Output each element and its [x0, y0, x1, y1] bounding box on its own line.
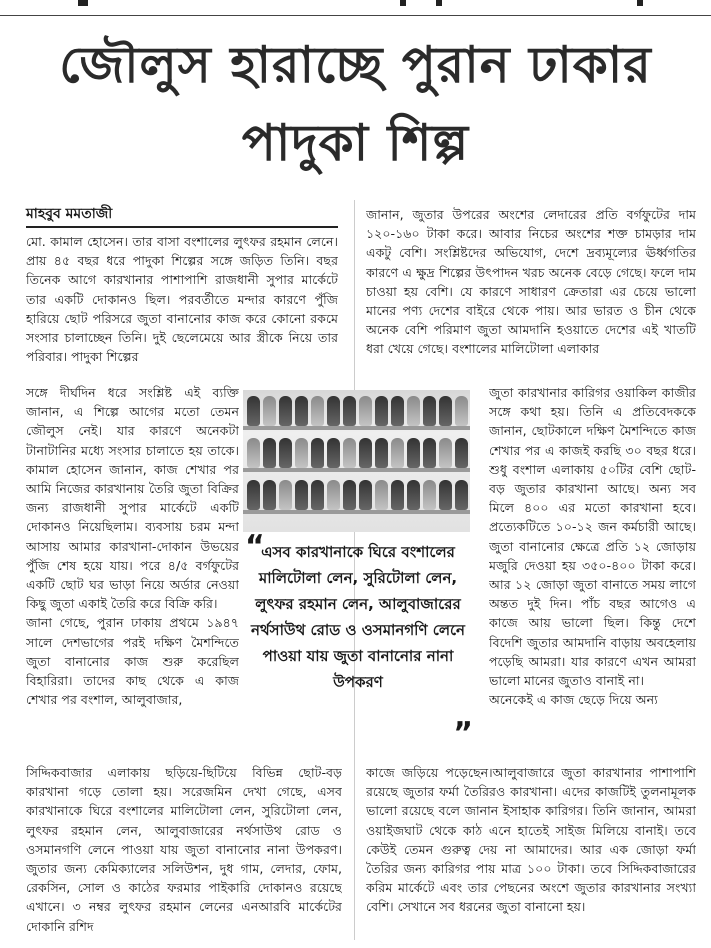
article-headline: [0, 26, 711, 182]
shoe: [439, 438, 452, 468]
shoe: [263, 480, 276, 510]
shoe: [391, 396, 404, 426]
shoe: [311, 396, 324, 426]
shoe: [359, 438, 372, 468]
shoe: [407, 480, 420, 510]
shoe: [295, 396, 308, 426]
pull-quote-text: এসব কারখানাকে ঘিরে বংশালের মালিটোলা লেন, সুরিটোলা লেন, লুৎফর রহমান লেন, আলুবাজারের নর্থসাউথ রোড ও ওসমানগণি লেনে পাওয়া যায় জুতা বানানোর নানা উপকরণ: [251, 543, 465, 691]
shoe: [455, 396, 468, 426]
byline-underline: [26, 226, 338, 228]
shoe: [295, 438, 308, 468]
shelf: [243, 468, 470, 472]
shoe: [391, 480, 404, 510]
top-border-strip: [0, 0, 711, 16]
shoe: [407, 438, 420, 468]
shoe: [327, 396, 340, 426]
shoe: [343, 480, 356, 510]
paragraph: জানা গেছে, পুরান ঢাকায় প্রথমে ১৯৪৭ সালে দেশভাগের পরই দক্ষিণ মৈশন্দিতে জুতা বানানোর কাজ শুরু করেছিল বিহারিরা। তাদের কাছ থেকে এ কাজ শেখার পর বংশাল, আলুবাজার,: [26, 615, 239, 708]
shoe: [343, 396, 356, 426]
shoe: [423, 480, 436, 510]
shoe: [423, 438, 436, 468]
paragraph: মো. কামাল হোসেন। তার বাসা বংশালের লুৎফর রহমান লেনে। প্রায় ৪৫ বছর ধরে পাদুকা শিল্পের সঙ্গে জড়িত তিনি। বছর তিনেক আগে কারখানার পাশাপাশি রাজধানী সুপার মার্কেটে তার একটি দোকানও ছিল। পরবর্তীতে মন্দার কারণে পুঁজি হারিয়ে ছোট পরিসরে জুতা বানানোর কাজ করে কোনো রকমে সংসার চালাচ্ছেন তিনি। দুই ছেলেমেয়ে আর স্ত্রীকে নিয়ে তার পরিবার। পাদুকা শিল্পের: [26, 234, 338, 365]
paragraph: সিদ্দিকবাজার এলাকায় ছড়িয়ে-ছিটিয়ে বিভিন্ন ছোট-বড় কারখানা গড়ে তোলা হয়। সরেজমিন দেখা গেছে, এসব কারখানাকে ঘিরে বংশালের মালিটোলা লেন, সুরিটোলা লেন, লুৎফর রহমান লেন, আলুবাজারের নর্থসাউথ রোড ও ওসমানগণি লেনে পাওয়া যায় জুতা বানানোর নানা উপকরণ। জুতার জন্য কেমিক্যালের সলিউশন, দুধ গাম, লেদার, ফোম, রেকসিন, সোল ও কাঠের ফরমার পাইকারি দোকানও রয়েছে এখানে। ৩ নম্বর লুৎফর রহমান লেনের এনআরবি মার্কেটের দোকানি রশিদ: [26, 765, 342, 934]
shoe: [359, 480, 372, 510]
shoe: [407, 396, 420, 426]
shoe: [263, 396, 276, 426]
masthead-fragment: [400, 0, 406, 6]
article-column-left-bottom: [26, 763, 342, 939]
shoe: [439, 480, 452, 510]
shoe: [247, 396, 260, 426]
shoe: [391, 438, 404, 468]
masthead-fragment: [436, 0, 442, 6]
shoe: [375, 396, 388, 426]
masthead-fragment: [637, 0, 643, 6]
shelf: [243, 510, 470, 514]
shoe: [311, 438, 324, 468]
article-column-right-middle: [489, 383, 696, 761]
quote-close-mark: ”: [453, 716, 473, 751]
shoe: [327, 480, 340, 510]
shoe: [375, 480, 388, 510]
shoe: [359, 396, 372, 426]
shoe: [455, 480, 468, 510]
paragraph: অনেকেই এ কাজ ছেড়ে দিয়ে অন্য: [489, 692, 658, 708]
shoe: [423, 396, 436, 426]
headline-line-1: জৌলুস হারাচ্ছে পুরান ঢাকার: [59, 36, 652, 94]
headline-line-2: পাদুকা শিল্প: [241, 114, 470, 172]
shoe: [375, 438, 388, 468]
article-column-right-bottom: [366, 763, 696, 939]
shoe: [343, 438, 356, 468]
shoe: [455, 438, 468, 468]
shoe-display-photo: [243, 390, 470, 532]
paragraph: কাজে জড়িয়ে পড়েছেন।আলুবাজারে জুতা কারখানার পাশাপাশি রয়েছে জুতার ফর্মা তৈরিরও কারখানা। এদের কাজটিই তুলনামূলক ভালো রয়েছে বলে জানান ইসাহাক কারিগর। তিনি জানান, আমরা ওয়াইজঘাট থেকে কাঠ এনে হাতেই সাইজ মিলিয়ে বানাই। তবে কেউই তেমন গুরুত্ব দেয় না আমাদের। আর এক জোড়া ফর্মা তৈরির জন্য কারিগর পায় মাত্র ১০০ টাকা। তবে সিদ্দিকবাজারের করিম মার্কেটে এবং তার পেছনের অংশে জুতার কারখানার সংখ্যা বেশি। সেখানে সব ধরনের জুতা বানানো হয়।: [366, 765, 696, 915]
shoe: [263, 438, 276, 468]
shoe: [311, 480, 324, 510]
paragraph: জানান, জুতার উপরের অংশের লেদারের প্রতি বর্গফুটের দাম ১২০-১৬০ টাকা করে। আবার নিচের অংশের শক্ত চামড়ার দাম একটু বেশি। সংশ্লিষ্টদের অভিযোগ, দেশে দ্রব্যমূল্যের ঊর্ধ্বগতির কারণে এ ক্ষুদ্র শিল্পের উৎপাদন খরচ অনেক বেড়ে গেছে। ফলে দাম চাওয়া হয় বেশি। যে কারণে সাধারণ ক্রেতারা এর চেয়ে ভালো মানের পণ্য দেশের বাইরে থেকে পায়। আর ভারত ও চীন থেকে অনেক বেশি পরিমাণ জুতা আমদানি হওয়াতে দেশের এই খাতটি ধরা খেয়ে গেছে। বংশালের মালিটোলা এলাকার: [366, 207, 696, 357]
pull-quote: [243, 529, 473, 751]
article-column-left-top: [26, 232, 338, 382]
shoe: [295, 480, 308, 510]
article-column-left-middle: [26, 383, 239, 761]
shoe: [327, 438, 340, 468]
shoe: [247, 480, 260, 510]
masthead-fragment: [78, 0, 88, 6]
shoe: [247, 438, 260, 468]
author-byline: মাহবুব মমতাজী: [26, 206, 113, 222]
shoe: [279, 438, 292, 468]
paragraph: সঙ্গে দীর্ঘদিন ধরে সংশ্লিষ্ট এই ব্যক্তি জানান, এ শিল্পে আগের মতো তেমন জৌলুস নেই। যার কারণে অনেকটা টানাটানির মধ্যে সংসার চালাতে হয় তাকে। কামাল হোসেন জানান, কাজ শেখার পর আমি নিজের কারখানায় তৈরি জুতা বিক্রির জন্য রাজধানী সুপার মার্কেটে একটি দোকানও নিয়েছিলাম। ব্যবসায় চরম মন্দা আসায় আমার কারখানা-দোকান উভয়ের পুঁজি শেষ হয়ে যায়। পরে ৪/৫ বর্গফুটের একটি ছোট ঘর ভাড়া নিয়ে অর্ডার নেওয়া কিছু জুতা একাই তৈরি করে বিক্রি করি।: [26, 385, 239, 612]
paragraph: জুতা কারখানার কারিগর ওয়াকিল কাজীর সঙ্গে কথা হয়। তিনি এ প্রতিবেদককে জানান, ছোটকালে দক্ষিণ মৈশন্দিতে কাজ শেখার পর এ কাজই করছি ৩০ বছর ধরে। শুধু বংশাল এলাকায় ৫০টির বেশি ছোট-বড় জুতার কারখানা আছে। অন্য সব মিলে ৪০০ এর মতো কারখানা হবে। প্রত্যেকটিতে ১০-১২ জন কর্মচারী আছে। জুতা বানানোর ক্ষেত্রে প্রতি ১২ জোড়ায় মজুরি দেওয়া হয় ৩৫০-৪০০ টাকা করে। আর ১২ জোড়া জুতা বানাতে সময় লাগে অন্তত দুই দিন। পাঁচ বছর আগেও এ কাজে আয় ভালো ছিল। কিন্তু দেশে বিদেশি জুতার আমদানি বাড়ায় অবহেলায় পড়েছি আমরা। যার কারণে এখন আমরা ভালো মানের জুতাও বানাই না।: [489, 385, 696, 689]
quote-open-mark: “: [245, 529, 265, 564]
shoe: [439, 396, 452, 426]
article-column-right-top: [366, 205, 696, 381]
shoe: [279, 480, 292, 510]
shelf: [243, 426, 470, 430]
shoe: [279, 396, 292, 426]
